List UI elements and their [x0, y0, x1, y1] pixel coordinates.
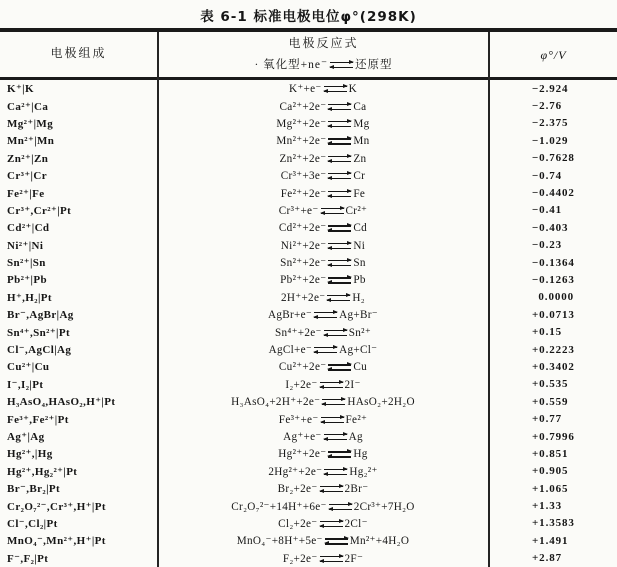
equilibrium-arrow-icon [320, 415, 345, 425]
equilibrium-arrow-icon [313, 310, 338, 320]
reaction-cell: MnO₄⁻+8H⁺+5e⁻ Mn²⁺+4H₂O [236, 535, 410, 548]
equilibrium-arrow-icon [313, 345, 338, 355]
potential-cell: +0.15 [532, 326, 563, 339]
equilibrium-arrow-icon [324, 536, 349, 546]
table-row [0, 428, 617, 445]
potential-cell: 0.0000 [532, 291, 575, 304]
electrode-cell: Cu²⁺|Cu [7, 361, 50, 374]
equilibrium-arrow-icon [329, 60, 354, 70]
table-row [0, 167, 617, 184]
electrode-cell: Sn⁴⁺,Sn²⁺|Pt [7, 326, 71, 339]
potential-cell: +0.7996 [532, 430, 575, 443]
electrode-cell: Cr³⁺,Cr²⁺|Pt [7, 204, 72, 217]
table-row [0, 271, 617, 288]
equilibrium-arrow-icon [327, 171, 352, 181]
electrode-cell: Ca²⁺|Ca [7, 100, 49, 113]
equilibrium-arrow-icon [319, 554, 344, 564]
table-row [0, 393, 617, 410]
table-row [0, 358, 617, 375]
equilibrium-arrow-icon [323, 328, 348, 338]
reaction-cell: 2H⁺+2e⁻ H₂ [280, 291, 366, 304]
potential-cell: −2.924 [532, 82, 569, 95]
potential-cell: +0.77 [532, 413, 563, 426]
reaction-cell: AgCl+e⁻ Ag+Cl⁻ [268, 344, 378, 357]
reaction-cell: Cl₂+2e⁻ 2Cl⁻ [278, 517, 368, 530]
reaction-cell: Cr₂O₇²⁻+14H⁺+6e⁻ 2Cr³⁺+7H₂O [231, 500, 415, 513]
electrode-cell: MnO₄⁻,Mn²⁺,H⁺|Pt [7, 535, 106, 548]
potential-cell: −0.74 [532, 169, 563, 182]
table-row [0, 515, 617, 532]
equilibrium-arrow-icon [326, 293, 351, 303]
electrode-cell: Cr₂O₇²⁻,Cr³⁺,H⁺|Pt [7, 500, 106, 513]
equilibrium-arrow-icon [327, 241, 352, 251]
table-row [0, 550, 617, 567]
potential-cell: −0.41 [532, 204, 563, 217]
reaction-cell: Br₂+2e⁻ 2Br⁻ [277, 483, 369, 496]
equilibrium-arrow-icon [323, 432, 348, 442]
reaction-cell: Mn²⁺+2e⁻ Mn [276, 135, 370, 148]
electrode-cell: Pb²⁺|Pb [7, 274, 48, 287]
table-row [0, 341, 617, 358]
equilibrium-arrow-icon [328, 502, 353, 512]
potential-cell: −0.4402 [532, 187, 575, 200]
reaction-cell: Sn²⁺+2e⁻ Sn [280, 257, 366, 270]
potential-cell: −0.7628 [532, 152, 575, 165]
electrode-cell: Cl⁻,Cl₂|Pt [7, 517, 58, 530]
electrode-cell: K⁺|K [7, 83, 34, 96]
equilibrium-arrow-icon [320, 206, 345, 216]
electrode-cell: Fe²⁺|Fe [7, 187, 45, 200]
table-row [0, 184, 617, 201]
potential-cell: +0.535 [532, 378, 569, 391]
equilibrium-arrow-icon [327, 189, 352, 199]
equilibrium-arrow-icon [327, 154, 352, 164]
potential-cell: −0.1364 [532, 256, 575, 269]
table-row [0, 115, 617, 132]
potential-cell: +0.851 [532, 447, 569, 460]
table-top-border [0, 28, 617, 32]
potential-cell: +1.3583 [532, 517, 575, 530]
electrode-cell: Cr³⁺|Cr [7, 170, 47, 183]
reaction-cell: Ca²⁺+2e⁻ Ca [279, 100, 367, 113]
reaction-cell: Mg²⁺+2e⁻ Mg [276, 117, 370, 130]
equilibrium-arrow-icon [319, 380, 344, 390]
table-row [0, 306, 617, 323]
electrode-cell: H₃AsO₄,HAsO₂,H⁺|Pt [7, 396, 116, 409]
table-row [0, 150, 617, 167]
electrode-cell: Ag⁺|Ag [7, 431, 45, 443]
table-row [0, 97, 617, 114]
electrode-cell: Mg²⁺|Mg [7, 117, 54, 130]
potential-cell: −0.1263 [532, 273, 575, 286]
electrode-cell: F⁻,F₂|Pt [7, 552, 49, 565]
equilibrium-arrow-icon [327, 258, 352, 268]
electrode-cell: Mn²⁺|Mn [7, 135, 55, 148]
potential-cell: −0.23 [532, 239, 563, 252]
table-row [0, 497, 617, 514]
reaction-cell: Cr³⁺+3e⁻ Cr [280, 170, 366, 183]
equilibrium-arrow-icon [321, 397, 346, 407]
table-row [0, 323, 617, 340]
potential-cell: +2.87 [532, 552, 563, 565]
header-electrode-composition: 电极组成 [50, 46, 107, 60]
header-reaction-subtitle: · 氧化型+ne⁻ 还原型 [254, 59, 393, 71]
electrode-cell: H⁺,H₂|Pt [7, 291, 52, 304]
electrode-cell: Cd²⁺|Cd [7, 222, 50, 235]
equilibrium-arrow-icon [327, 136, 352, 146]
reaction-cell: Ni²⁺+2e⁻ Ni [280, 239, 366, 252]
reaction-cell: K⁺+e⁻ K [288, 83, 358, 96]
table-row [0, 410, 617, 427]
equilibrium-arrow-icon [327, 275, 352, 285]
table-row [0, 219, 617, 236]
table-row [0, 463, 617, 480]
table-row [0, 445, 617, 462]
equilibrium-arrow-icon [327, 102, 352, 112]
potential-cell: +1.491 [532, 534, 569, 547]
table-row [0, 80, 617, 97]
electrode-cell: Ni²⁺|Ni [7, 239, 44, 252]
reaction-cell: Cd²⁺+2e⁻ Cd [278, 222, 368, 235]
reaction-cell: Cr³⁺+e⁻ Cr²⁺ [278, 204, 368, 217]
potential-cell: −2.375 [532, 117, 569, 130]
equilibrium-arrow-icon [327, 362, 352, 372]
equilibrium-arrow-icon [319, 484, 344, 494]
reaction-cell: F₂+2e⁻ 2F⁻ [282, 552, 364, 565]
electrode-cell: Hg²⁺,Hg₂²⁺|Pt [7, 465, 78, 478]
potential-cell: −1.029 [532, 134, 569, 147]
potential-cell: −2.76 [532, 100, 563, 113]
potential-cell: +1.33 [532, 500, 563, 513]
potential-cell: +0.905 [532, 465, 569, 478]
potential-cell: +0.3402 [532, 360, 575, 373]
table-row [0, 254, 617, 271]
reaction-cell: AgBr+e⁻ Ag+Br⁻ [267, 309, 378, 322]
header-electrode-reaction: 电极反应式 [288, 36, 359, 50]
table-row [0, 376, 617, 393]
header-standard-potential: φ°/V [540, 48, 567, 62]
reaction-cell: Hg²⁺+2e⁻ Hg [278, 448, 368, 461]
electrode-cell: Br⁻,AgBr|Ag [7, 309, 74, 322]
electrode-cell: Br⁻,Br₂|Pt [7, 483, 61, 496]
electrode-cell: Cl⁻,AgCl|Ag [7, 344, 72, 357]
table-body [0, 80, 617, 567]
reaction-cell: Pb²⁺+2e⁻ Pb [280, 274, 366, 287]
potential-cell: −0.403 [532, 221, 569, 234]
electrode-cell: Fe³⁺,Fe²⁺|Pt [7, 413, 69, 426]
equilibrium-arrow-icon [323, 84, 348, 94]
table-row [0, 532, 617, 549]
equilibrium-arrow-icon [323, 467, 348, 477]
table-row [0, 202, 617, 219]
electrode-cell: I⁻,I₂|Pt [7, 378, 44, 391]
electrode-cell: Zn²⁺|Zn [7, 152, 49, 165]
reaction-cell: Sn⁴⁺+2e⁻ Sn²⁺ [274, 326, 372, 339]
table-row [0, 289, 617, 306]
equilibrium-arrow-icon [319, 519, 344, 529]
electrode-cell: Hg²⁺,|Hg [7, 448, 53, 461]
potential-cell: +0.559 [532, 395, 569, 408]
table-row [0, 237, 617, 254]
potential-cell: +1.065 [532, 482, 569, 495]
potential-cell: +0.0713 [532, 308, 575, 321]
reaction-cell: Fe³⁺+e⁻ Fe²⁺ [278, 413, 368, 426]
table-row [0, 132, 617, 149]
table-row [0, 480, 617, 497]
reaction-cell: I₂+2e⁻ 2I⁻ [285, 378, 361, 391]
reaction-cell: Fe²⁺+2e⁻ Fe [280, 187, 366, 200]
table-title: 表 6-1 标准电极电位φ°(298K) [200, 9, 417, 25]
reaction-cell: H₃AsO₄+2H⁺+2e⁻ HAsO₂+2H₂O [231, 396, 415, 409]
equilibrium-arrow-icon [327, 119, 352, 129]
reaction-cell: Zn²⁺+2e⁻ Zn [279, 152, 367, 165]
equilibrium-arrow-icon [327, 223, 352, 233]
equilibrium-arrow-icon [327, 449, 352, 459]
reaction-cell: 2Hg²⁺+2e⁻ Hg₂²⁺ [268, 465, 378, 478]
reaction-cell: Ag⁺+e⁻ Ag [283, 431, 363, 443]
potential-cell: +0.2223 [532, 343, 575, 356]
electrode-cell: Sn²⁺|Sn [7, 257, 46, 270]
reaction-cell: Cu²⁺+2e⁻ Cu [278, 361, 368, 374]
